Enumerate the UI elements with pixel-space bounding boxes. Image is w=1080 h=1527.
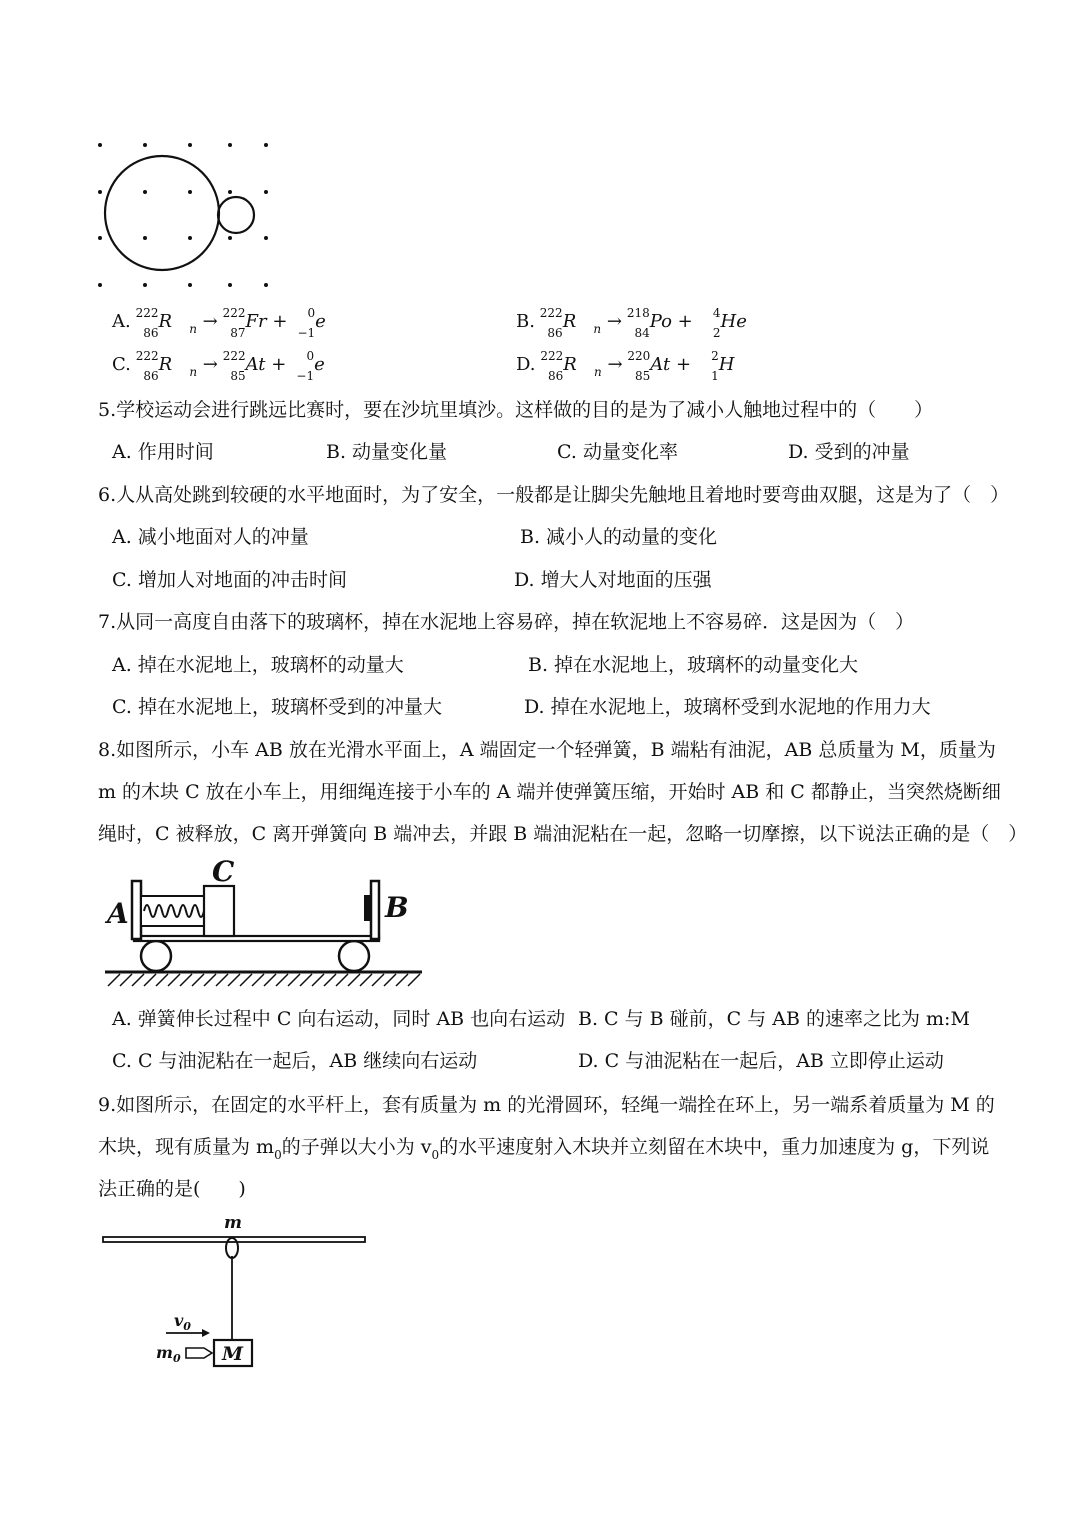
q4-option-a[interactable]: [112, 306, 326, 340]
atomic-number: 85: [635, 369, 651, 383]
q6-option-c[interactable]: C. 增加人对地面的冲击时间: [112, 569, 347, 591]
q8-stem-line3: 绳时，C 被释放，C 离开弹簧向 B 端冲去，并跟 B 端油泥粘在一起，忽略一切摩擦，以下说法正确的是（ ）: [98, 823, 1028, 845]
q8-stem-line2: m 的木块 C 放在小车上，用细绳连接于小车的 A 端并使弹簧压缩，开始时 AB 和 C 都静止，当突然烧断细: [98, 781, 1001, 803]
emitted-particle: He: [720, 311, 747, 332]
daughter-nucleus: Po: [649, 311, 672, 332]
a-end-wall: [132, 881, 141, 939]
mass-number: 2: [711, 349, 719, 363]
atomic-number: 87: [230, 326, 246, 340]
q5-option-a[interactable]: A. 作用时间: [112, 441, 214, 463]
mass-number: 222: [135, 306, 159, 320]
emitted-particle: H: [718, 354, 735, 375]
putty: [364, 895, 371, 921]
label-v0: $v_0$: [174, 1311, 191, 1333]
emitted-particle: e: [315, 311, 326, 332]
parent-nucleus: R: [562, 311, 577, 332]
large-track-circle: [105, 156, 219, 270]
daughter-nucleus: At: [650, 354, 671, 375]
plus: +: [675, 354, 692, 375]
atomic-number: 86: [143, 326, 159, 340]
atomic-number: 86: [547, 369, 564, 383]
q5-option-d[interactable]: D. 受到的冲量: [788, 441, 910, 463]
plus: +: [271, 354, 287, 375]
parent-nucleus: R: [158, 354, 173, 375]
subscript: 0: [274, 1148, 282, 1162]
q4-option-c[interactable]: [112, 349, 325, 383]
mass-number: 0: [307, 306, 316, 320]
block-c: [204, 886, 234, 936]
mass-number: 218: [626, 306, 650, 320]
label-m0: $m_0$: [156, 1343, 181, 1365]
plus: +: [677, 311, 693, 332]
option-label: D.: [516, 354, 536, 375]
stem-text: 木块，现有质量为 m: [98, 1136, 275, 1158]
atomic-number: −1: [297, 326, 316, 340]
q5-stem: 5.学校运动会进行跳远比赛时，要在沙坑里填沙。这样做的目的是为了减小人触地过程中的（ ）: [98, 399, 934, 421]
q6-option-b[interactable]: B. 减小人的动量的变化: [520, 526, 718, 548]
atomic-number: 85: [230, 369, 246, 383]
emitted-particle: e: [314, 354, 325, 375]
parent-nucleus: R: [563, 354, 577, 375]
q9-stem-line2: [98, 1132, 989, 1162]
daughter-nucleus: At: [245, 354, 266, 375]
q5-option-c[interactable]: C. 动量变化率: [557, 441, 678, 463]
parent-nucleus: R: [158, 311, 173, 332]
q7-option-d[interactable]: D. 掉在水泥地上，玻璃杯受到水泥地的作用力大: [524, 696, 931, 718]
q7-option-b[interactable]: B. 掉在水泥地上，玻璃杯的动量变化大: [528, 654, 859, 676]
atomic-number: 86: [547, 326, 563, 340]
atomic-number: 1: [711, 369, 719, 383]
mass-number: 222: [222, 349, 246, 363]
label-b: B: [385, 891, 409, 924]
arrow-head: [202, 1329, 210, 1337]
q8-option-d[interactable]: D. C 与油泥粘在一起后，AB 立即停止运动: [578, 1050, 944, 1072]
q6-option-d[interactable]: D. 增大人对地面的压强: [514, 569, 712, 591]
bullet: [186, 1348, 212, 1358]
arrow: →: [202, 354, 218, 375]
mass-number: 222: [222, 306, 246, 320]
daughter-nucleus: Fr: [245, 311, 267, 332]
q7-option-a[interactable]: A. 掉在水泥地上，玻璃杯的动量大: [112, 654, 404, 676]
atomic-number: 84: [634, 326, 650, 340]
left-wheel: [141, 941, 171, 971]
q8-option-c[interactable]: C. C 与油泥粘在一起后，AB 继续向右运动: [112, 1050, 478, 1072]
plus: +: [272, 311, 288, 332]
option-label: C.: [112, 354, 131, 375]
stem-text: 的子弹以大小为 v: [281, 1136, 432, 1158]
option-label: A.: [112, 311, 131, 332]
arrow: →: [607, 354, 623, 375]
n-subscript: n: [593, 322, 602, 336]
arrow: →: [202, 311, 218, 332]
small-track-circle: [218, 197, 254, 233]
q7-stem: 7.从同一高度自由落下的玻璃杯，掉在水泥地上容易碎，掉在软泥地上不容易碎．这是因为（ ）: [98, 611, 915, 633]
mass-number: 4: [712, 306, 721, 320]
mass-number: 0: [306, 349, 315, 363]
q8-cart-figure: [100, 855, 430, 990]
atomic-number: 2: [712, 326, 721, 340]
option-label: B.: [516, 311, 535, 332]
q4-field-figure: [90, 135, 290, 295]
n-subscript: n: [189, 322, 197, 336]
q7-option-c[interactable]: C. 掉在水泥地上，玻璃杯受到的冲量大: [112, 696, 442, 718]
q9-ring-figure: [98, 1210, 378, 1375]
label-big-m: M: [222, 1343, 244, 1365]
mass-number: 222: [135, 349, 159, 363]
b-end-wall: [371, 881, 379, 939]
mass-number: 222: [540, 349, 564, 363]
label-a: A: [107, 897, 129, 930]
label-c: C: [212, 855, 235, 888]
q9-stem-line1: 9.如图所示，在固定的水平杆上，套有质量为 m 的光滑圆环，轻绳一端拴在环上，另一端系着质量为 M 的: [98, 1094, 995, 1116]
subscript: 0: [431, 1148, 440, 1162]
q8-option-b[interactable]: B. C 与 B 碰前，C 与 AB 的速率之比为 m:M: [578, 1008, 970, 1030]
q8-option-a[interactable]: A. 弹簧伸长过程中 C 向右运动，同时 AB 也向右运动: [112, 1008, 566, 1030]
ground-hatching: [108, 974, 420, 986]
arrow: →: [606, 311, 622, 332]
q6-option-a[interactable]: A. 减小地面对人的冲量: [112, 526, 309, 548]
n-subscript: n: [189, 365, 198, 379]
q4-option-b[interactable]: [516, 306, 747, 340]
q9-stem-line3: 法正确的是( ): [98, 1178, 246, 1200]
mass-number: 222: [539, 306, 563, 320]
n-subscript: n: [593, 365, 602, 379]
q8-stem-line1: 8.如图所示，小车 AB 放在光滑水平面上，A 端固定一个轻弹簧，B 端粘有油泥，AB 总质量为 M，质量为: [98, 739, 996, 761]
cart-deck: [134, 936, 379, 941]
q5-option-b[interactable]: B. 动量变化量: [326, 441, 448, 463]
atomic-number: −1: [296, 369, 315, 383]
right-wheel: [339, 941, 369, 971]
q4-option-d[interactable]: [516, 349, 735, 383]
stem-text: 的水平速度射入木块并立刻留在木块中，重力加速度为 g，下列说: [439, 1136, 990, 1158]
label-m: m: [224, 1213, 242, 1233]
q6-stem: 6.人从高处跳到较硬的水平地面时，为了安全，一般都是让脚尖先触地且着地时要弯曲双腿，这是为了（ ）: [98, 484, 1010, 506]
mass-number: 220: [627, 349, 651, 363]
atomic-number: 86: [143, 369, 159, 383]
